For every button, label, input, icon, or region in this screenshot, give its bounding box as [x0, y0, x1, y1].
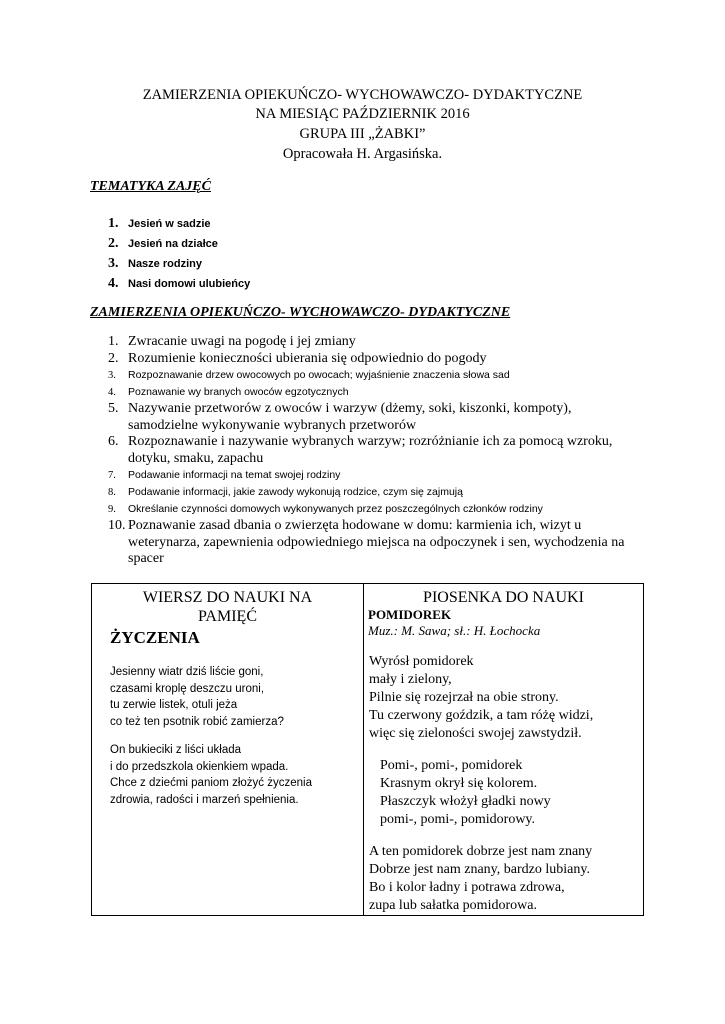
list-item: 5. Nazywanie przetworów z owoców i warzyw (dżemy, soki, kiszonki, kompoty), samodzielne wykonywanie wybranych przetworów: [108, 401, 572, 433]
refrain-line: Pomi-, pomi-, pomidorek: [380, 758, 523, 773]
poem-line: czasami kroplę deszczu uroni,: [110, 682, 265, 695]
poem-line: Chce z dziećmi paniom złożyć życzenia: [110, 777, 312, 789]
list-item: 1. Zwracanie uwagi na pogodę i jej zmiany: [108, 334, 356, 349]
group-name: GRUPA III „ŻABKI”: [299, 126, 426, 142]
refrain-line: pomi-, pomi-, pomidorowy.: [380, 812, 536, 827]
topics-heading: TEMATYKA ZAJĘĆ: [90, 179, 211, 194]
poem-line: co też ten psotnik robić zamierza?: [110, 715, 284, 728]
list-item: 8. Podawanie informacji, jakie zawody wykonują rodzice, czym się zajmują: [108, 486, 463, 498]
poem-heading: WIERSZ DO NAUKI NA PAMIĘĆ: [142, 589, 313, 625]
refrain-line: Płaszczyk włożył gładki nowy: [380, 794, 551, 809]
song-line: Wyrósł pomidorek: [369, 654, 474, 669]
topics-list: [108, 213, 250, 293]
song-line: Bo i kolor ładny i potrawa zdrowa,: [369, 880, 565, 895]
list-item: 2. Rozumienie konieczności ubierania się odpowiednio do pogody: [108, 350, 487, 366]
song-line: Tu czerwony goździk, a tam różę widzi,: [369, 708, 594, 723]
document-title: ZAMIERZENIA OPIEKUŃCZO- WYCHOWAWCZO- DYDAKTYCZNE: [142, 87, 583, 103]
list-item: 4. Nasi domowi ulubieńcy: [108, 276, 251, 291]
song-heading: PIOSENKA DO NAUKI: [423, 589, 584, 606]
poem-cell: [92, 584, 364, 916]
goals-heading: ZAMIERZENIA OPIEKUŃCZO- WYCHOWAWCZO- DYDAKTYCZNE: [90, 305, 511, 320]
list-item: 6. Rozpoznawanie i nazywanie wybranych warzyw; rozróżnianie ich za pomocą wzroku, dotyku, smaku, zapachu: [108, 434, 613, 466]
poem-title: ŻYCZENIA: [110, 628, 200, 647]
list-item: 3. Nasze rodziny: [108, 256, 202, 271]
list-item: 3. Rozpoznawanie drzew owocowych po owocach; wyjaśnienie znaczenia słowa sad: [108, 369, 510, 381]
poem-line: tu zerwie listek, otuli jeża: [110, 699, 238, 711]
poem-line: zdrowia, radości i marzeń spełnienia.: [110, 793, 299, 806]
list-item: 7. Podawanie informacji na temat swojej rodziny: [108, 469, 341, 481]
song-cell: [364, 584, 644, 916]
author-line: Opracowała H. Argasińska.: [282, 146, 443, 162]
song-line: Dobrze jest nam znany, bardzo lubiany.: [369, 862, 590, 877]
list-item: 10. Poznawanie zasad dbania o zwierzęta hodowane w domu: karmienia ich, wizyt u weterynarza, zapewnienia odpowiedniego miejsca na odpoczynek i sen, wychodzenia na spacer: [108, 518, 625, 566]
song-line: zupa lub sałatka pomidorowa.: [369, 898, 537, 913]
poem-line: Jesienny wiatr dziś liście goni,: [110, 666, 264, 678]
song-line: A ten pomidorek dobrze jest nam znany: [369, 844, 593, 859]
poem-line: i do przedszkola okienkiem wpada.: [110, 760, 289, 773]
song-title: POMIDOREK: [368, 607, 452, 622]
song-credit: Muz.: M. Sawa; sł.: H. Łochocka: [368, 623, 541, 638]
song-line: więc się zieloności swojej zawstydził.: [369, 726, 582, 741]
refrain-line: Krasnym okrył się kolorem.: [380, 776, 538, 791]
list-item: 2. Jesień na działce: [108, 236, 218, 251]
document-subtitle-month: NA MIESIĄC PAŹDZIERNIK 2016: [255, 106, 470, 122]
song-line: Pilnie się rozejrzał na obie strony.: [369, 690, 559, 705]
song-line: mały i zielony,: [369, 672, 452, 687]
list-item: 9. Określanie czynności domowych wykonywanych przez poszczególnych członków rodziny: [108, 503, 543, 515]
poem-line: On bukieciki z liści układa: [110, 744, 242, 756]
goals-list: [108, 334, 638, 568]
poem-song-table: [91, 583, 644, 916]
list-item: 1. Jesień w sadzie: [108, 216, 211, 231]
list-item: 4. Poznawanie wy branych owoców egzotycznych: [108, 386, 349, 398]
